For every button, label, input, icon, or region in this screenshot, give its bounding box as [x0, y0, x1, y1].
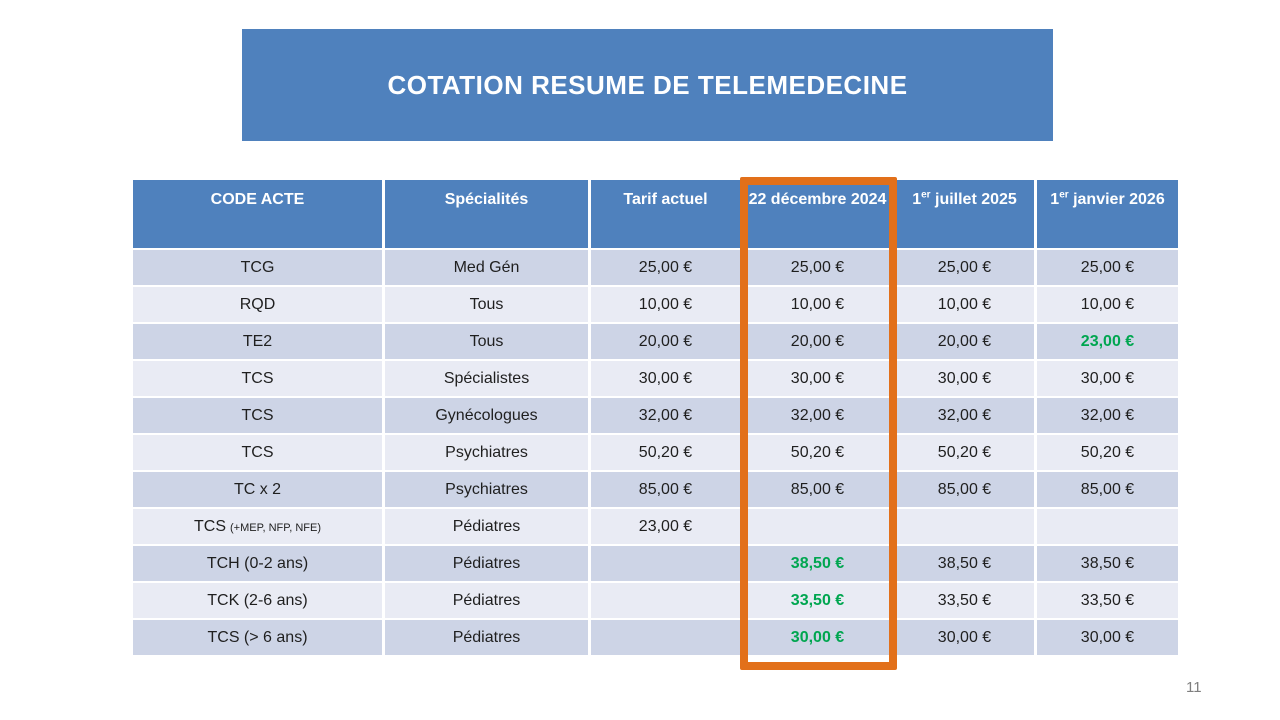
column-header-dec-2024: 22 décembre 2024: [743, 180, 895, 250]
juil-2025-cell: 85,00 €: [895, 472, 1037, 509]
tarif-actuel-cell: [591, 583, 743, 620]
code-cell: RQD: [133, 287, 385, 324]
specialite-cell: Pédiatres: [385, 546, 591, 583]
specialite-cell: Pédiatres: [385, 509, 591, 546]
specialite-cell: Tous: [385, 324, 591, 361]
column-header-jan-2026: [1037, 180, 1178, 250]
tarif-actuel-cell: 10,00 €: [591, 287, 743, 324]
code-cell: TCK (2-6 ans): [133, 583, 385, 620]
juil-2025-cell: 30,00 €: [895, 620, 1037, 657]
tarif-actuel-cell: 25,00 €: [591, 250, 743, 287]
jan-2026-cell-changed-value: 23,00 €: [1037, 324, 1178, 361]
code-cell: TCG: [133, 250, 385, 287]
tarif-actuel-cell: 23,00 €: [591, 509, 743, 546]
table-row: [133, 250, 1178, 287]
jan-2026-cell: 10,00 €: [1037, 287, 1178, 324]
tariff-table: [133, 180, 1178, 657]
table-row: [133, 472, 1178, 509]
jan-2026-cell: 85,00 €: [1037, 472, 1178, 509]
table-row: [133, 583, 1178, 620]
specialite-cell: Spécialistes: [385, 361, 591, 398]
dec-2024-cell-changed-value: 30,00 €: [743, 620, 895, 657]
code-cell: TCS: [133, 361, 385, 398]
header-rest: juillet 2025: [930, 191, 1017, 208]
header-prefix: 1: [1050, 191, 1060, 208]
tarif-actuel-cell: 20,00 €: [591, 324, 743, 361]
table-row: [133, 398, 1178, 435]
code-small-suffix: (+MEP, NFP, NFE): [230, 521, 321, 534]
jan-2026-cell: 32,00 €: [1037, 398, 1178, 435]
tarif-actuel-cell: [591, 546, 743, 583]
specialite-cell: Psychiatres: [385, 472, 591, 509]
specialite-cell: Pédiatres: [385, 583, 591, 620]
jan-2026-cell: 50,20 €: [1037, 435, 1178, 472]
code-main: TCS: [194, 517, 226, 535]
code-cell: TCH (0-2 ans): [133, 546, 385, 583]
header-prefix: 1: [912, 191, 922, 208]
column-header-tarif-actuel: Tarif actuel: [591, 180, 743, 250]
specialite-cell: Gynécologues: [385, 398, 591, 435]
header-superscript: er: [921, 189, 931, 201]
column-header-code-acte: CODE ACTE: [133, 180, 385, 250]
juil-2025-cell: 25,00 €: [895, 250, 1037, 287]
table-row: [133, 361, 1178, 398]
dec-2024-cell: 30,00 €: [743, 361, 895, 398]
code-cell: TC x 2: [133, 472, 385, 509]
code-cell: TE2: [133, 324, 385, 361]
juil-2025-cell: 38,50 €: [895, 546, 1037, 583]
column-header-specialites: Spécialités: [385, 180, 591, 250]
juil-2025-cell: 20,00 €: [895, 324, 1037, 361]
jan-2026-cell: 25,00 €: [1037, 250, 1178, 287]
juil-2025-cell: 33,50 €: [895, 583, 1037, 620]
jan-2026-cell: 30,00 €: [1037, 361, 1178, 398]
specialite-cell: Tous: [385, 287, 591, 324]
tarif-actuel-cell: 32,00 €: [591, 398, 743, 435]
table-row: [133, 509, 1178, 546]
dec-2024-cell-changed-value: 38,50 €: [743, 546, 895, 583]
code-cell: [133, 509, 385, 546]
code-cell: TCS (> 6 ans): [133, 620, 385, 657]
table-row: [133, 287, 1178, 324]
dec-2024-cell-changed-value: 33,50 €: [743, 583, 895, 620]
juil-2025-cell: 50,20 €: [895, 435, 1037, 472]
column-header-juil-2025: [895, 180, 1037, 250]
dec-2024-cell: 10,00 €: [743, 287, 895, 324]
juil-2025-cell: 30,00 €: [895, 361, 1037, 398]
dec-2024-cell: [743, 509, 895, 546]
code-cell: TCS: [133, 435, 385, 472]
dec-2024-cell: 50,20 €: [743, 435, 895, 472]
juil-2025-cell: 10,00 €: [895, 287, 1037, 324]
dec-2024-cell: 85,00 €: [743, 472, 895, 509]
dec-2024-cell: 20,00 €: [743, 324, 895, 361]
table-row: [133, 546, 1178, 583]
table-row: [133, 620, 1178, 657]
jan-2026-cell: [1037, 509, 1178, 546]
jan-2026-cell: 38,50 €: [1037, 546, 1178, 583]
specialite-cell: Pédiatres: [385, 620, 591, 657]
juil-2025-cell: [895, 509, 1037, 546]
table-header-row: [133, 180, 1178, 250]
code-cell: TCS: [133, 398, 385, 435]
title-banner: [242, 29, 1053, 141]
tarif-actuel-cell: 30,00 €: [591, 361, 743, 398]
juil-2025-cell: 32,00 €: [895, 398, 1037, 435]
header-rest: janvier 2026: [1068, 191, 1165, 208]
page-number: 11: [1186, 679, 1202, 696]
specialite-cell: Med Gén: [385, 250, 591, 287]
dec-2024-cell: 32,00 €: [743, 398, 895, 435]
tarif-actuel-cell: [591, 620, 743, 657]
jan-2026-cell: 33,50 €: [1037, 583, 1178, 620]
table-row: [133, 435, 1178, 472]
tarif-actuel-cell: 85,00 €: [591, 472, 743, 509]
table-row: [133, 324, 1178, 361]
specialite-cell: Psychiatres: [385, 435, 591, 472]
header-superscript: er: [1059, 189, 1069, 201]
slide-title: COTATION RESUME DE TELEMEDECINE: [387, 69, 908, 100]
tarif-actuel-cell: 50,20 €: [591, 435, 743, 472]
dec-2024-cell: 25,00 €: [743, 250, 895, 287]
jan-2026-cell: 30,00 €: [1037, 620, 1178, 657]
